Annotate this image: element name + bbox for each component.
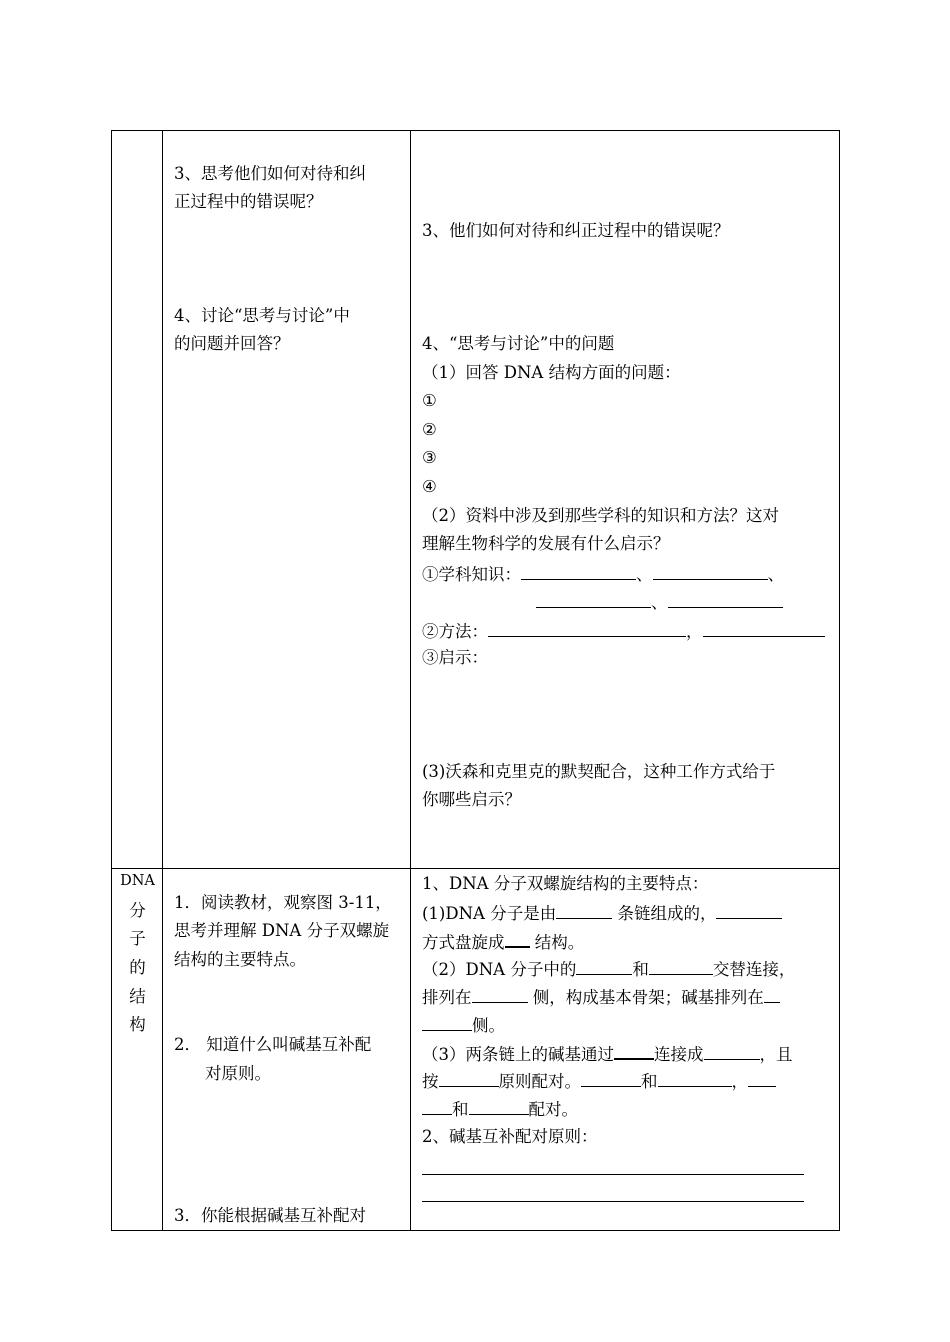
separator: 、 [636,565,653,584]
text: 和 [452,1100,469,1119]
answer-4-part-1: （1）回答 DNA 结构方面的问题： [422,363,681,382]
blank[interactable] [764,985,780,1003]
feature-1-line-1 [422,901,782,925]
task-2-line-2: 对原则。 [205,1064,271,1083]
blank[interactable] [422,1013,472,1031]
text: 配对。 [528,1100,578,1119]
text: 连接成 [654,1045,704,1064]
answer-circle-3: ③ [422,448,437,467]
subject-knowledge-line-2 [536,590,783,614]
text: （3）两条链上的碱基通过 [422,1045,614,1064]
feature-heading: 1、DNA 分子双螺旋结构的主要特点： [422,874,709,893]
feature-3-line-3 [422,1097,578,1121]
text: 侧，构成基本骨架；碱基排列在 [527,988,764,1007]
task-1-line-3: 结构的主要特点。 [174,950,306,969]
text: 按 [422,1072,439,1091]
worksheet-table [111,130,840,1231]
blank[interactable] [472,985,528,1003]
text: 和 [641,1072,658,1091]
topic-label-char: DNA [120,873,155,889]
answer-circle-2: ② [422,420,437,439]
text: 侧。 [472,1016,505,1035]
feature-2-line-1 [422,957,795,981]
separator: 、 [651,593,668,612]
feature-3-line-1 [422,1041,793,1066]
blank[interactable] [649,957,713,975]
blank[interactable] [704,1042,760,1060]
blank[interactable] [703,619,825,637]
blank[interactable] [488,619,686,637]
blank[interactable] [439,1069,499,1087]
answer-circle-1: ① [422,391,437,410]
answer-cell [411,131,840,869]
answer-line[interactable] [422,1174,804,1175]
blank[interactable] [576,957,632,975]
separator: 、 [767,565,784,584]
feature-3-line-2 [422,1069,776,1093]
answer-4-title: 4、“思考与讨论”中的问题 [422,334,615,353]
insight-label: ③启示： [422,648,488,667]
subject-knowledge-line [422,562,784,586]
task-1-line-2: 思考并理解 DNA 分子双螺旋 [174,921,390,940]
blank[interactable] [658,1069,732,1087]
activity-cell [163,131,411,869]
question-4-line-1: 4、讨论“思考与讨论”中 [174,306,350,325]
blank[interactable] [668,590,783,608]
text: (1)DNA 分子是由 [422,904,557,923]
blank[interactable] [748,1069,776,1087]
task-2-line-1: 2． 知道什么叫碱基互补配 [174,1035,372,1054]
text: ，且 [759,1045,793,1064]
method-label: ②方法： [422,622,488,641]
blank[interactable] [521,562,636,580]
topic-label-char: 分 [129,901,146,920]
text: 排列在 [422,988,472,1007]
blank[interactable] [505,929,530,948]
topic-cell [112,869,163,1231]
answer-4-part-2-line-1: （2）资料中涉及到那些学科的知识和方法？这对 [422,506,779,525]
separator: ， [686,622,703,641]
answer-4-part-3-line-1: (3)沃森和克里克的默契配合，这种工作方式给于 [422,762,776,781]
blank[interactable] [556,901,612,919]
blank[interactable] [653,562,768,580]
question-3-line-1: 3、思考他们如何对待和纠 [174,164,366,183]
blank[interactable] [469,1097,529,1115]
method-line [422,619,825,643]
question-3-line-2: 正过程中的错误呢？ [174,192,323,211]
blank[interactable] [536,590,651,608]
topic-label-char: 子 [129,929,146,948]
pairing-rule-heading: 2、碱基互补配对原则： [422,1127,598,1146]
blank[interactable] [716,901,782,919]
text: （2）DNA 分子中的 [422,960,577,979]
text: 交替连接， [712,960,796,979]
text: 原则配对。 [498,1072,581,1091]
blank[interactable] [614,1041,654,1060]
blank[interactable] [422,1097,452,1115]
feature-1-line-2 [422,929,584,954]
feature-2-line-2 [422,985,780,1009]
answer-4-part-3-line-2: 你哪些启示？ [422,790,521,809]
text: 结构。 [529,933,585,952]
topic-cell [112,131,163,869]
answer-circle-4: ④ [422,477,437,496]
subject-knowledge-label: ①学科知识： [422,565,521,584]
answer-4-part-2-line-2: 理解生物科学的发展有什么启示？ [422,534,670,553]
table-row [112,869,840,1231]
text: ， [731,1072,748,1091]
question-4-line-2: 的问题并回答？ [174,334,290,353]
text: 和 [632,960,649,979]
task-3-line-1: 3．你能根据碱基互补配对 [174,1206,366,1225]
blank[interactable] [581,1069,641,1087]
table-row [112,131,840,869]
topic-label-char: 结 [129,987,146,1006]
answer-3: 3、他们如何对待和纠正过程中的错误呢？ [422,221,730,240]
text: 条链组成的， [612,904,717,923]
answer-line[interactable] [422,1201,804,1202]
answer-cell [411,869,840,1231]
activity-cell [163,869,411,1231]
topic-label-char: 的 [129,958,146,977]
task-1-line-1: 1．阅读教材，观察图 3-11， [174,893,392,912]
feature-2-line-3 [422,1013,505,1037]
topic-label-char: 构 [129,1015,146,1034]
text: 方式盘旋成 [422,933,505,952]
